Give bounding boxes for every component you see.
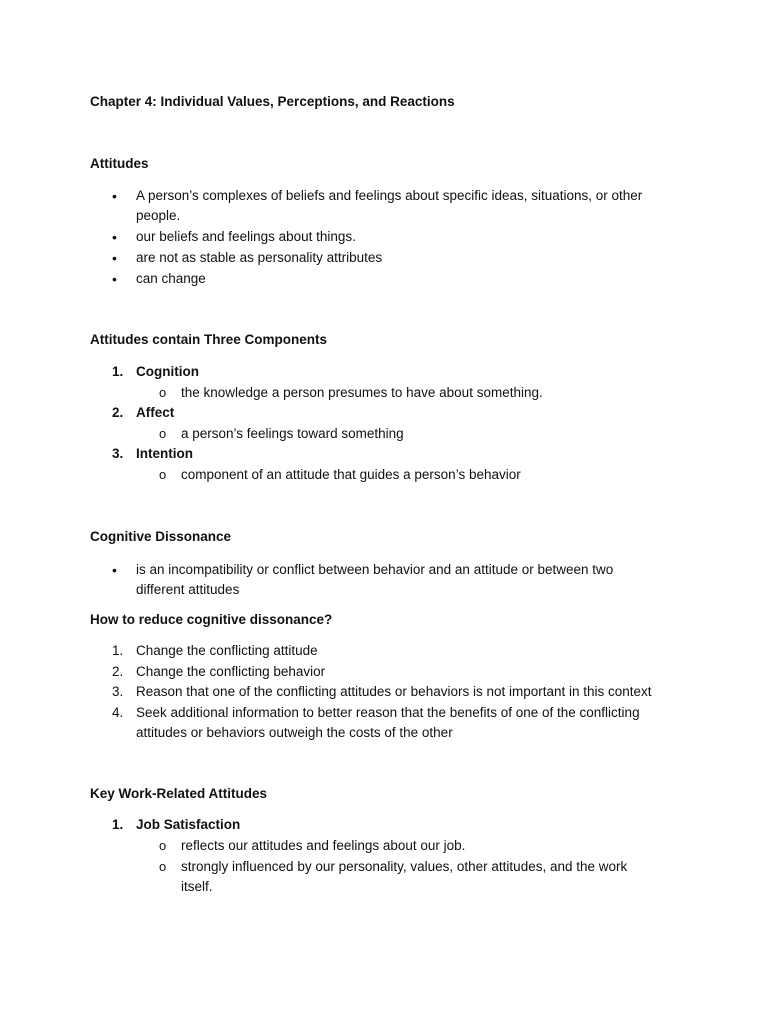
numbered-item (112, 641, 688, 661)
list-item-text: Reason that one of the conflicting attitudes or behaviors is not important in this context (136, 684, 652, 699)
numbered-item-job-satisfaction (112, 815, 688, 835)
list-number: 2. (112, 405, 124, 420)
numbered-item-intention (112, 444, 688, 464)
section-heading-dissonance: Cognitive Dissonance (90, 529, 232, 544)
list-number: 1. (112, 364, 124, 379)
list-item-text: can change (136, 271, 206, 286)
sub-list-item (159, 857, 651, 897)
list-item-label: Cognition (136, 364, 199, 379)
numbered-item (112, 682, 696, 702)
numbered-item (112, 662, 688, 682)
sub-list-item-text: a person’s feelings toward something (181, 426, 404, 441)
bullet-icon: • (112, 562, 117, 578)
list-item-text: is an incompatibility or conflict between behavior and an attitude or between two different attitudes (136, 562, 614, 597)
list-number: 3. (112, 684, 124, 699)
list-item-text: Seek additional information to better reason that the benefits of one of the conflicting attitudes or behaviors outweigh the costs of the other (136, 705, 640, 740)
bullet-icon: • (112, 229, 117, 245)
numbered-item-cognition (112, 362, 688, 382)
list-number: 4. (112, 705, 124, 720)
sub-list-item-text: component of an attitude that guides a person’s behavior (181, 467, 521, 482)
list-item-label: Affect (136, 405, 175, 420)
list-item (112, 186, 688, 226)
sub-list-item-text: the knowledge a person presumes to have about something. (181, 385, 543, 400)
list-item (112, 227, 688, 247)
numbered-item-affect (112, 403, 688, 423)
page-title: Chapter 4: Individual Values, Perceptions, and Reactions (90, 94, 455, 109)
circle-bullet-icon: o (159, 859, 167, 874)
sub-list-item (159, 836, 681, 856)
list-item-text: are not as stable as personality attributes (136, 250, 383, 265)
circle-bullet-icon: o (159, 385, 167, 400)
list-number: 3. (112, 446, 124, 461)
list-item (112, 560, 646, 600)
list-item (112, 269, 688, 289)
section-heading-attitudes: Attitudes (90, 156, 149, 171)
list-item-text: our beliefs and feelings about things. (136, 229, 356, 244)
bullet-icon: • (112, 250, 117, 266)
bullet-icon: • (112, 188, 117, 204)
list-item-text: A person’s complexes of beliefs and feelings about specific ideas, situations, or other people. (136, 188, 643, 223)
list-number: 1. (112, 643, 124, 658)
list-item-label: Job Satisfaction (136, 817, 241, 832)
list-item-label: Intention (136, 446, 193, 461)
sub-list-item (159, 465, 681, 485)
sub-list-item (159, 383, 681, 403)
list-item-text: Change the conflicting behavior (136, 664, 326, 679)
section-heading-work: Key Work-Related Attitudes (90, 786, 268, 801)
list-number: 2. (112, 664, 124, 679)
circle-bullet-icon: o (159, 467, 167, 482)
sub-list-item-text: strongly influenced by our personality, values, other attitudes, and the work itself. (181, 859, 628, 894)
circle-bullet-icon: o (159, 838, 167, 853)
list-number: 1. (112, 817, 124, 832)
sub-list-item-text: reflects our attitudes and feelings about our job. (181, 838, 466, 853)
section-heading-reduce: How to reduce cognitive dissonance? (90, 612, 333, 627)
numbered-item (112, 703, 666, 743)
section-heading-components: Attitudes contain Three Components (90, 332, 328, 347)
list-item (112, 248, 688, 268)
list-item-text: Change the conflicting attitude (136, 643, 318, 658)
bullet-icon: • (112, 271, 117, 287)
circle-bullet-icon: o (159, 426, 167, 441)
sub-list-item (159, 424, 681, 444)
